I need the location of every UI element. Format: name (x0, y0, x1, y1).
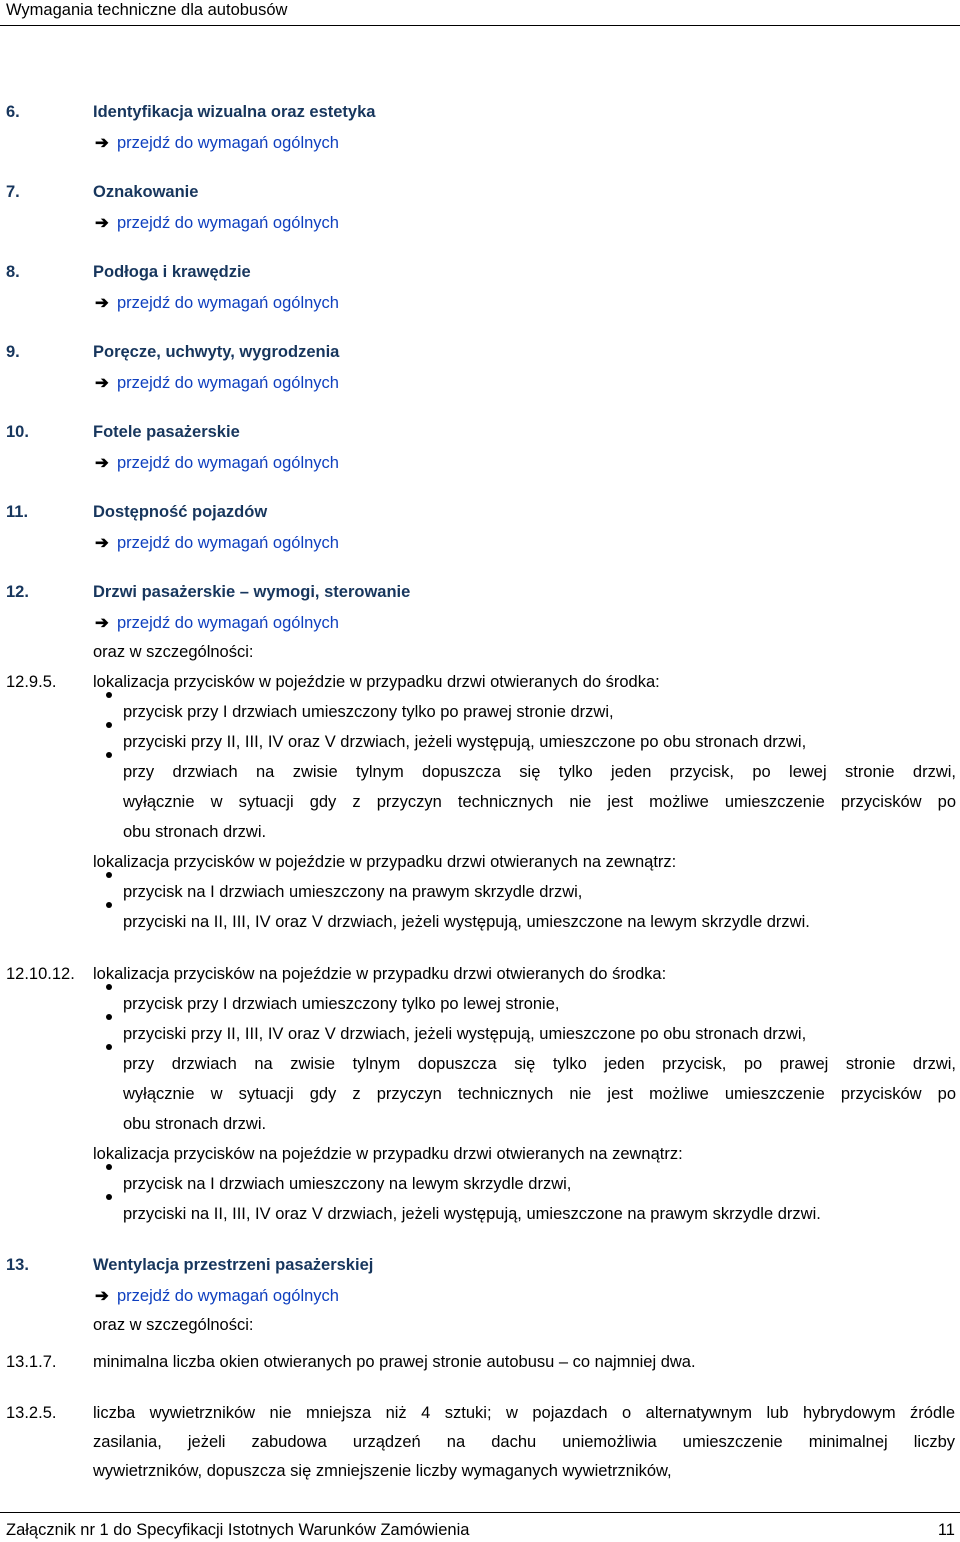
section-number: 11. (6, 503, 29, 521)
arrow-right-icon: ➔ (95, 534, 109, 552)
page-footer (0, 1512, 960, 1542)
section-title: Poręcze, uchwyty, wygrodzenia (93, 343, 340, 361)
section-title: Wentylacja przestrzeni pasażerskiej (93, 1256, 374, 1274)
arrow-right-icon: ➔ (95, 374, 109, 392)
bullet-icon (106, 976, 112, 995)
arrow-right-icon: ➔ (95, 1287, 109, 1305)
in-particular-label: oraz w szczególności: (93, 643, 254, 661)
section-number: 8. (6, 263, 20, 281)
section-number: 13. (6, 1256, 29, 1274)
general-requirements-link[interactable]: ➔ przejdź do wymagań ogólnych (95, 134, 339, 152)
general-requirements-link[interactable]: ➔ przejdź do wymagań ogólnych (95, 614, 339, 632)
item-text: minimalna liczba okien otwieranych po prawej stronie autobusu – co najmniej dwa. (93, 1353, 696, 1371)
list-item: przy drzwiach na zwisie tylnym dopuszcza się tylko jeden przycisk, po prawej stronie drzwi, (123, 1055, 956, 1073)
arrow-right-icon: ➔ (95, 614, 109, 632)
header-title: Wymagania techniczne dla autobusów (6, 1, 288, 19)
bullet-icon (106, 744, 112, 763)
section-title: Podłoga i krawędzie (93, 263, 251, 281)
general-requirements-link[interactable]: ➔ przejdź do wymagań ogólnych (95, 294, 339, 312)
list-item: przyciski na II, III, IV oraz V drzwiach, jeżeli występują, umieszczone na prawym skrzydle drzwi. (123, 1205, 821, 1223)
item-number: 12.10.12. (6, 965, 75, 983)
item-intro: lokalizacja przycisków na pojeździe w przypadku drzwi otwieranych na zewnątrz: (93, 1145, 683, 1163)
page-header (0, 0, 960, 26)
section-number: 12. (6, 583, 29, 601)
page-number: 11 (937, 1521, 955, 1539)
list-item: przyciski przy II, III, IV oraz V drzwiach, jeżeli występują, umieszczone po obu stronach drzwi, (123, 1025, 807, 1043)
list-item: obu stronach drzwi. (123, 1115, 267, 1133)
section-title: Dostępność pojazdów (93, 503, 268, 521)
item-intro: lokalizacja przycisków w pojeździe w przypadku drzwi otwieranych do środka: (93, 673, 660, 691)
item-number: 13.2.5. (6, 1404, 57, 1422)
bullet-icon (106, 894, 112, 913)
bullet-icon (106, 684, 112, 703)
item-text: wywietrzników, dopuszcza się zmniejszenie liczby wymaganych wywietrzników, (93, 1462, 672, 1480)
section-title: Oznakowanie (93, 183, 199, 201)
section-title: Fotele pasażerskie (93, 423, 240, 441)
arrow-right-icon: ➔ (95, 454, 109, 472)
item-intro: lokalizacja przycisków na pojeździe w przypadku drzwi otwieranych do środka: (93, 965, 667, 983)
bullet-icon (106, 1156, 112, 1175)
bullet-icon (106, 714, 112, 733)
bullet-icon (106, 1186, 112, 1205)
list-item: przycisk na I drzwiach umieszczony na lewym skrzydle drzwi, (123, 1175, 572, 1193)
arrow-right-icon: ➔ (95, 134, 109, 152)
list-item: przycisk przy I drzwiach umieszczony tylko po prawej stronie drzwi, (123, 703, 614, 721)
arrow-right-icon: ➔ (95, 214, 109, 232)
section-number: 7. (6, 183, 20, 201)
general-requirements-link[interactable]: ➔ przejdź do wymagań ogólnych (95, 214, 339, 232)
bullet-icon (106, 1036, 112, 1055)
in-particular-label: oraz w szczególności: (93, 1316, 254, 1334)
section-number: 6. (6, 103, 20, 121)
list-item: wyłącznie w sytuacji gdy z przyczyn technicznych nie jest możliwe umieszczenie przycisków po (123, 1085, 956, 1103)
bullet-icon (106, 864, 112, 883)
general-requirements-link[interactable]: ➔ przejdź do wymagań ogólnych (95, 374, 339, 392)
section-number: 10. (6, 423, 29, 441)
list-item: przy drzwiach na zwisie tylnym dopuszcza się tylko jeden przycisk, po lewej stronie drzwi, (123, 763, 956, 781)
section-title: Identyfikacja wizualna oraz estetyka (93, 103, 376, 121)
list-item: przycisk przy I drzwiach umieszczony tylko po lewej stronie, (123, 995, 560, 1013)
general-requirements-link[interactable]: ➔ przejdź do wymagań ogólnych (95, 1287, 339, 1305)
item-number: 12.9.5. (6, 673, 57, 691)
item-text: liczba wywietrzników nie mniejsza niż 4 sztuki; w pojazdach o alternatywnym lub hybrydowym źródle (93, 1404, 955, 1422)
section-number: 9. (6, 343, 20, 361)
item-number: 13.1.7. (6, 1353, 57, 1371)
section-title: Drzwi pasażerskie – wymogi, sterowanie (93, 583, 411, 601)
item-intro: lokalizacja przycisków w pojeździe w przypadku drzwi otwieranych na zewnątrz: (93, 853, 677, 871)
arrow-right-icon: ➔ (95, 294, 109, 312)
footer-text: Załącznik nr 1 do Specyfikacji Istotnych Warunków Zamówienia (6, 1521, 470, 1539)
list-item: przycisk na I drzwiach umieszczony na prawym skrzydle drzwi, (123, 883, 583, 901)
general-requirements-link[interactable]: ➔ przejdź do wymagań ogólnych (95, 454, 339, 472)
list-item: przyciski przy II, III, IV oraz V drzwiach, jeżeli występują, umieszczone po obu stronach drzwi, (123, 733, 807, 751)
list-item: przyciski na II, III, IV oraz V drzwiach, jeżeli występują, umieszczone na lewym skrzydle drzwi. (123, 913, 810, 931)
list-item: wyłącznie w sytuacji gdy z przyczyn technicznych nie jest możliwe umieszczenie przycisków po (123, 793, 956, 811)
bullet-icon (106, 1006, 112, 1025)
item-text: zasilania, jeżeli zabudowa urządzeń na dachu uniemożliwia umieszczenie minimalnej liczby (93, 1433, 955, 1451)
general-requirements-link[interactable]: ➔ przejdź do wymagań ogólnych (95, 534, 339, 552)
list-item: obu stronach drzwi. (123, 823, 267, 841)
